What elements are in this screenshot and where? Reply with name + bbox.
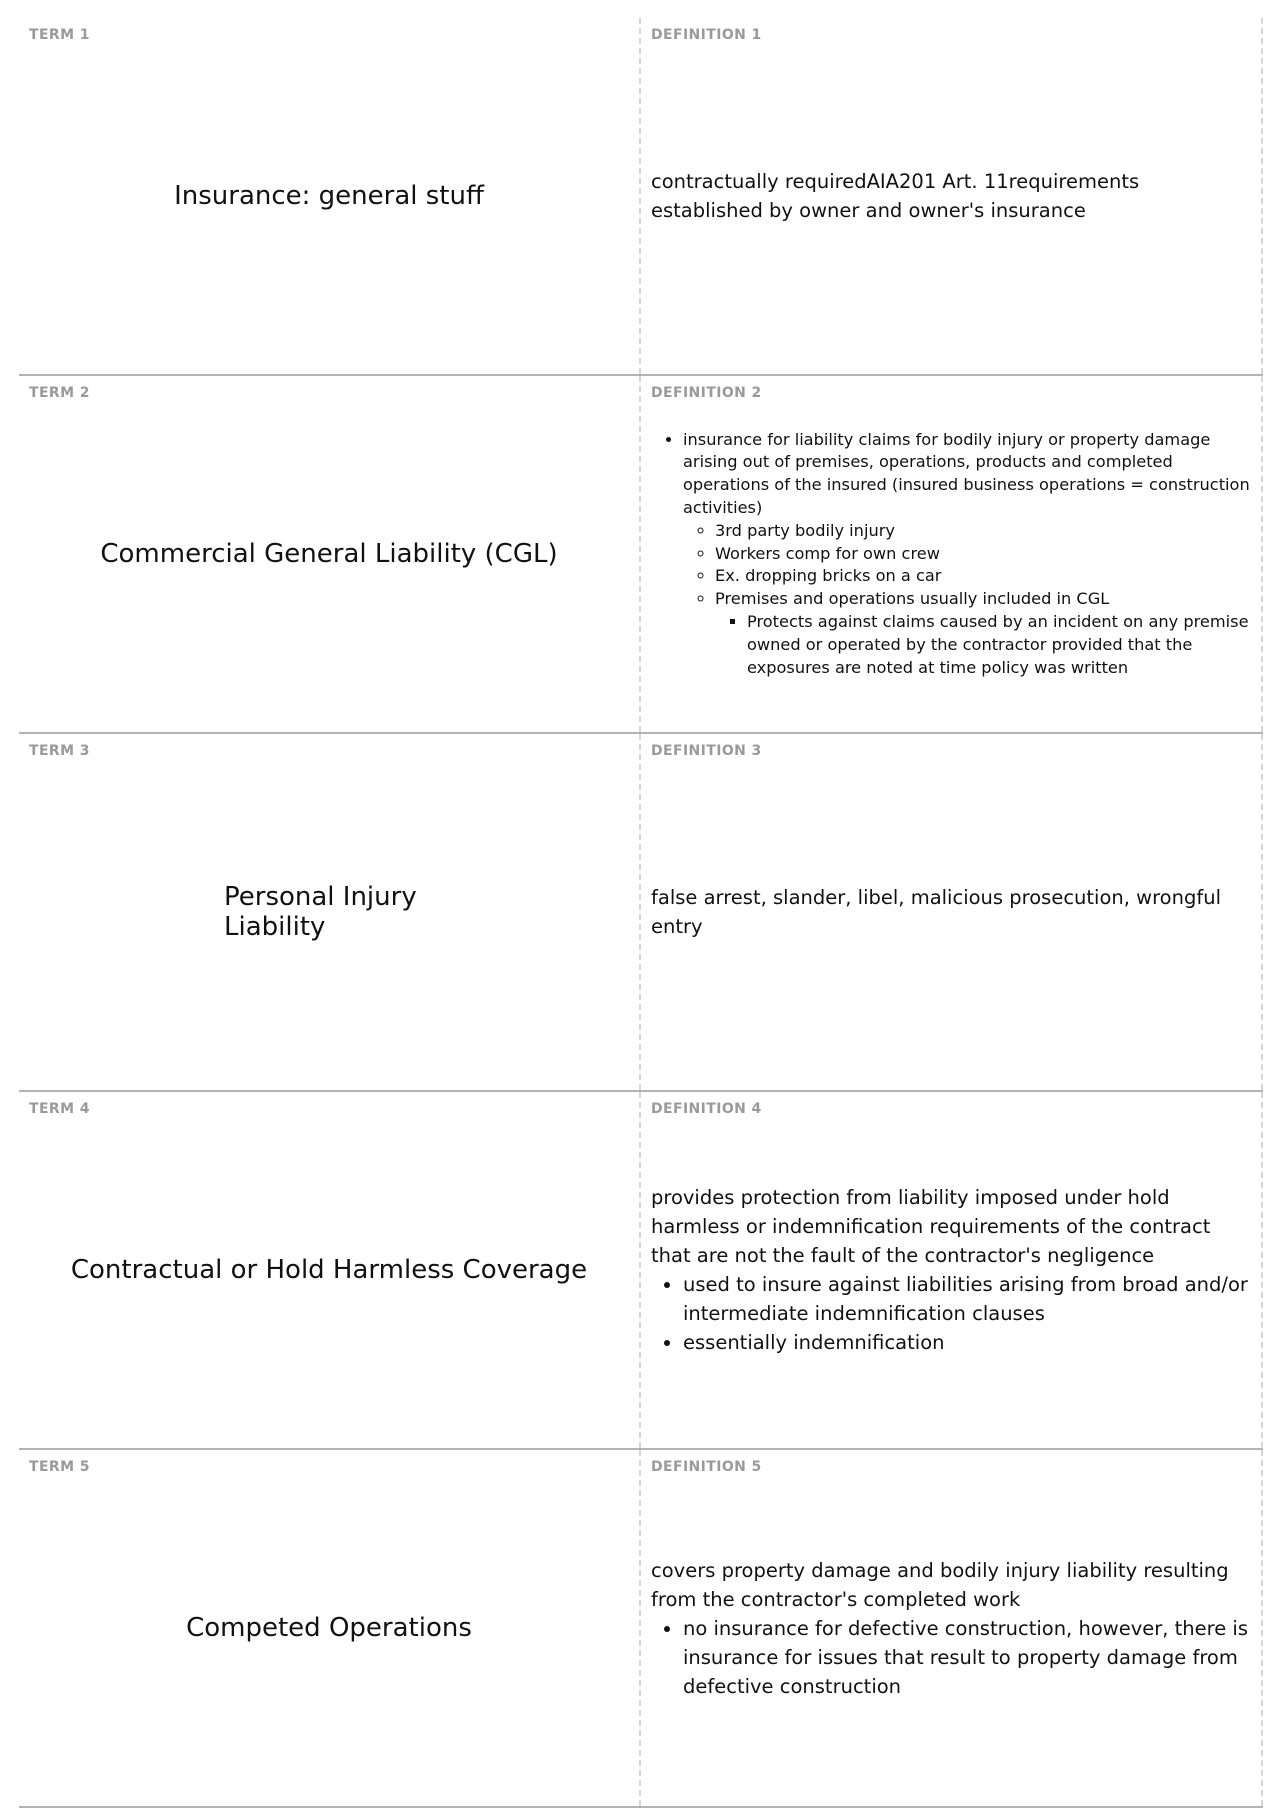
flashcard-sheet: [19, 18, 1263, 1808]
definition-label: DEFINITION 4: [651, 1101, 762, 1117]
definition-cell: [641, 734, 1263, 1090]
definition-label: DEFINITION 2: [651, 385, 762, 401]
term-label: TERM 3: [29, 743, 90, 759]
term-text: Personal Injury Liability: [224, 882, 417, 942]
term-label: TERM 4: [29, 1101, 90, 1117]
definition-text: contractually requiredAIA201 Art. 11requirements established by owner and owner's insurance: [651, 170, 1140, 222]
definition-cell: [641, 1092, 1263, 1448]
card-row: [19, 1450, 1263, 1808]
term-text-wrapper: [19, 734, 639, 1090]
sub-bullet-text: Premises and operations usually included in CGL: [715, 589, 1110, 609]
sub-bullet-list: [683, 520, 1253, 680]
list-item: [715, 588, 1253, 679]
definition-cell: [641, 376, 1263, 732]
term-label: TERM 2: [29, 385, 90, 401]
card-row: [19, 18, 1263, 376]
list-item: • used to insure against liabilities arising from broad and/or intermediate indemnification clauses: [683, 1270, 1253, 1328]
term-text: Competed Operations: [186, 1613, 472, 1643]
definition-label: DEFINITION 3: [651, 743, 762, 759]
definition-body: [651, 1092, 1253, 1448]
term-text: Insurance: general stuff: [174, 181, 484, 211]
list-item: • essentially indemnification: [683, 1328, 1253, 1357]
list-item: ▪ Protects against claims caused by an incident on any premise owned or operated by the contractor provided that the exposures are noted at time policy was written: [747, 611, 1253, 679]
definition-cell: [641, 1450, 1263, 1806]
definition-cell: [641, 18, 1263, 374]
term-cell: [19, 734, 641, 1090]
term-text: Commercial General Liability (CGL): [100, 539, 558, 569]
term-cell: [19, 1450, 641, 1806]
term-label: TERM 1: [29, 27, 90, 43]
definition-label: DEFINITION 1: [651, 27, 762, 43]
bullet-list: [651, 1270, 1253, 1357]
list-item: [683, 429, 1253, 680]
definition-body: [651, 1450, 1253, 1806]
definition-text: covers property damage and bodily injury liability resulting from the contractor's completed work: [651, 1558, 1229, 1611]
definition-body: [651, 376, 1253, 732]
term-cell: [19, 1092, 641, 1448]
list-item: • no insurance for defective construction, however, there is insurance for issues that result to property damage from defective construction: [683, 1614, 1253, 1701]
list-item: ◦ 3rd party bodily injury: [715, 520, 1253, 543]
card-row: [19, 376, 1263, 734]
term-label: TERM 5: [29, 1459, 90, 1475]
sub-sub-bullet-list: [715, 611, 1253, 679]
term-cell: [19, 376, 641, 732]
card-row: [19, 1092, 1263, 1450]
definition-label: DEFINITION 5: [651, 1459, 762, 1475]
bullet-list: [651, 429, 1253, 680]
list-item: ◦ Ex. dropping bricks on a car: [715, 565, 1253, 588]
term-cell: [19, 18, 641, 374]
definition-text: false arrest, slander, libel, malicious prosecution, wrongful entry: [651, 886, 1221, 938]
bullet-list: [651, 1614, 1253, 1701]
bullet-text: insurance for liability claims for bodily injury or property damage arising out of premises, operations, products and completed operations of the insured (insured business operations = construction activities): [683, 429, 1250, 517]
definition-body: [651, 18, 1253, 374]
term-text: Contractual or Hold Harmless Coverage: [70, 1255, 588, 1285]
definition-body: [651, 734, 1253, 1090]
definition-text: provides protection from liability imposed under hold harmless or indemnification requirements of the contract that are not the fault of the contractor's negligence: [651, 1186, 1211, 1267]
card-row: [19, 734, 1263, 1092]
list-item: ◦ Workers comp for own crew: [715, 543, 1253, 566]
